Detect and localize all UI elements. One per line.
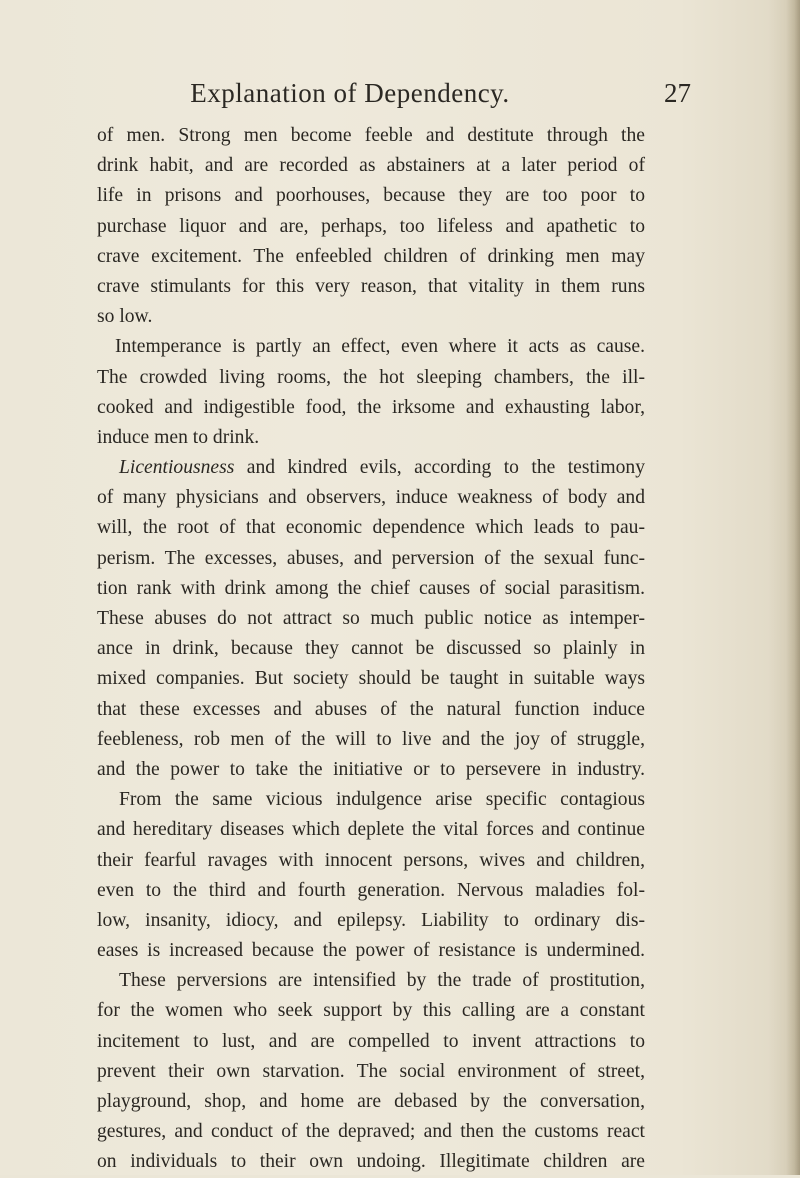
- text-line: so low.: [97, 306, 153, 328]
- text-line: playground, shop, and home are debased by the conversation,: [97, 1091, 645, 1112]
- text-line: incitement to lust, and are compelled to invent attractions to: [97, 1030, 645, 1052]
- text-line: even to the third and fourth generation. Nervous maladies fol-: [97, 879, 645, 901]
- text-line: gestures, and conduct of the depraved; and then the customs react: [97, 1121, 645, 1143]
- text-line: crave stimulants for this very reason, that vitality in them runs: [97, 275, 645, 297]
- text-line: of men. Strong men become feeble and destitute through the: [97, 125, 645, 146]
- paragraph-start: Intemperance is partly an effect, even where it acts as cause.: [115, 336, 645, 358]
- text-run: and kindred evils, according to the testimony: [234, 457, 645, 479]
- text-line: ance in drink, because they cannot be discussed so plainly in: [97, 638, 645, 660]
- paragraph-start: From the same vicious indulgence arise specific contagious: [119, 789, 645, 811]
- italic-term: Licentiousness: [119, 457, 235, 479]
- running-title: Explanation of Dependency.: [190, 78, 510, 108]
- text-line: induce men to drink.: [97, 426, 260, 448]
- paragraph-start: [97, 453, 645, 483]
- text-line: of many physicians and observers, induce weakness of body and: [97, 487, 645, 509]
- text-line: tion rank with drink among the chief causes of social parasitism.: [97, 577, 645, 599]
- text-line: The crowded living rooms, the hot sleeping chambers, the ill-: [97, 366, 645, 388]
- body-text: [97, 121, 645, 1178]
- text-line: and hereditary diseases which deplete the vital forces and continue: [97, 819, 645, 841]
- text-line: life in prisons and poorhouses, because they are too poor to: [97, 185, 645, 207]
- text-line: purchase liquor and are, perhaps, too lifeless and apathetic to: [97, 215, 645, 237]
- page-number: 27: [664, 78, 691, 108]
- text-line: eases is increased because the power of resistance is undermined.: [97, 940, 645, 962]
- text-line: feebleness, rob men of the will to live and the joy of struggle,: [97, 728, 645, 750]
- text-line: cooked and indigestible food, the irksome and exhausting labor,: [97, 396, 645, 418]
- text-line: and the power to take the initiative or to persevere in industry.: [97, 758, 645, 780]
- text-line: that these excesses and abuses of the natural function induce: [97, 698, 645, 720]
- text-line: crave excitement. The enfeebled children of drinking men may: [97, 245, 645, 267]
- page-header: [0, 72, 800, 112]
- paragraph-start: These perversions are intensified by the trade of prostitution,: [119, 970, 645, 992]
- text-line: on individuals to their own undoing. Illegitimate children are: [97, 1151, 645, 1173]
- text-line: low, insanity, idiocy, and epilepsy. Liability to ordinary dis-: [97, 909, 645, 931]
- text-line: These abuses do not attract so much public notice as intemper-: [97, 608, 645, 629]
- text-line: for the women who seek support by this calling are a constant: [97, 1000, 645, 1022]
- text-line: mixed companies. But society should be taught in suitable ways: [97, 668, 645, 690]
- text-line: perism. The excesses, abuses, and perversion of the sexual func-: [97, 547, 645, 569]
- text-line: will, the root of that economic dependence which leads to pau-: [97, 517, 645, 539]
- text-line: their fearful ravages with innocent persons, wives and children,: [97, 849, 645, 871]
- text-line: prevent their own starvation. The social environment of street,: [97, 1060, 645, 1082]
- text-line: drink habit, and are recorded as abstainers at a later period of: [97, 155, 645, 177]
- page-edge-shadow: [786, 0, 800, 1175]
